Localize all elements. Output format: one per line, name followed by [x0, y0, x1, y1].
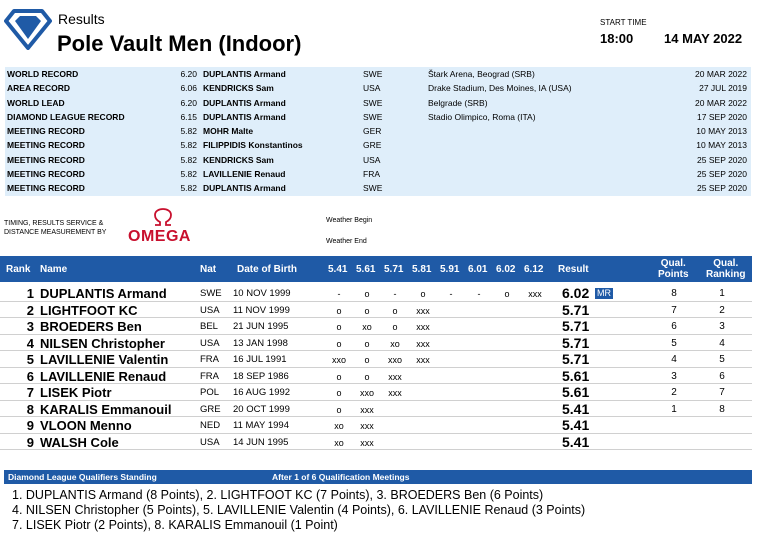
athlete-nat: GRE — [200, 403, 221, 415]
athlete-result: 5.71 — [562, 318, 590, 334]
record-type: AREA RECORD — [7, 83, 70, 94]
col-height: 6.12 — [524, 264, 544, 275]
qual-points: 1 — [671, 403, 677, 415]
record-holder: DUPLANTIS Armand — [203, 97, 286, 108]
attempt-cell: xxx — [416, 355, 430, 365]
start-time: 18:00 — [600, 31, 634, 46]
attempt-cell: o — [504, 289, 510, 299]
qual-ranking: 5 — [719, 354, 725, 365]
qual-ranking: 8 — [719, 403, 725, 415]
col-qual-ranking-line2: Ranking — [706, 269, 746, 280]
athlete-dob: 13 JAN 1998 — [233, 337, 288, 349]
attempt-cell: xxx — [416, 338, 430, 349]
attempt-cell: o — [420, 289, 426, 299]
athlete-result: 5.41 — [562, 417, 590, 433]
col-qual-points-line1: Qual. — [660, 258, 686, 269]
record-venue: Štark Arena, Beograd (SRB) — [428, 69, 535, 79]
record-nat: FRA — [363, 169, 380, 180]
record-date: 10 MAY 2013 — [696, 140, 747, 151]
attempt-cell: o — [336, 305, 342, 316]
qual-points: 4 — [671, 354, 677, 365]
qual-ranking: 7 — [719, 387, 725, 398]
results-header — [0, 256, 752, 282]
omega-logo-icon — [152, 208, 174, 226]
athlete-result: 5.41 — [562, 433, 590, 450]
athlete-nat: USA — [200, 337, 220, 349]
result-row — [0, 318, 752, 335]
record-nat: SWE — [363, 183, 383, 194]
athlete-dob: 16 AUG 1992 — [233, 387, 291, 398]
athlete-result: 5.71 — [562, 351, 590, 367]
athlete-result: 5.61 — [562, 367, 590, 384]
attempt-cell: xxx — [360, 421, 374, 431]
attempt-cell: xo — [334, 437, 344, 448]
record-type: MEETING RECORD — [7, 154, 85, 165]
start-time-label: START TIME — [600, 18, 647, 27]
attempt-cell: o — [392, 305, 398, 316]
qual-ranking: 4 — [719, 337, 725, 349]
record-nat: SWE — [363, 97, 383, 108]
record-row — [5, 110, 751, 124]
qual-points: 2 — [671, 387, 677, 398]
attempt-cell: o — [364, 371, 370, 382]
record-type: WORLD RECORD — [7, 69, 79, 79]
dl-standings — [12, 488, 585, 533]
attempt-cell: o — [392, 322, 398, 332]
result-row — [0, 335, 752, 352]
attempt-cell: xxx — [388, 371, 402, 382]
athlete-name: WALSH Cole — [40, 434, 119, 450]
attempt-cell: xxo — [359, 388, 374, 398]
record-mark: 6.20 — [180, 69, 197, 79]
col-height: 5.71 — [384, 264, 404, 275]
qual-points: 3 — [671, 370, 677, 382]
athlete-name: NILSEN Christopher — [40, 335, 165, 351]
athlete-nat: BEL — [200, 321, 218, 332]
record-type: MEETING RECORD — [7, 140, 85, 151]
athlete-rank: 8 — [26, 401, 34, 417]
athlete-nat: SWE — [200, 288, 222, 299]
athlete-result: 6.02 — [562, 285, 590, 301]
attempt-cell: - — [449, 289, 453, 299]
athlete-result: 5.71 — [562, 301, 590, 318]
athlete-rank: 7 — [26, 385, 34, 400]
col-qual-ranking-line1: Qual. — [713, 258, 739, 269]
attempt-cell: xo — [362, 322, 372, 332]
result-row — [0, 434, 752, 451]
athlete-dob: 18 SEP 1986 — [233, 370, 289, 382]
attempt-cell: o — [364, 289, 370, 299]
attempt-cell: o — [336, 338, 342, 349]
record-holder: KENDRICKS Sam — [203, 154, 274, 165]
athlete-nat: FRA — [200, 354, 219, 365]
attempt-cell: - — [393, 289, 397, 299]
attempt-cell: xxo — [387, 355, 402, 365]
qual-points: 6 — [671, 321, 677, 332]
athlete-dob: 16 JUL 1991 — [233, 354, 287, 365]
omega-wordmark: OMEGA — [128, 228, 191, 245]
record-nat: USA — [363, 154, 381, 165]
page-header — [0, 0, 768, 62]
athlete-name: DUPLANTIS Armand — [40, 286, 167, 301]
athlete-name: BROEDERS Ben — [40, 319, 142, 334]
col-height: 5.81 — [412, 264, 432, 275]
attempt-cell: o — [336, 322, 342, 332]
record-date: 17 SEP 2020 — [697, 111, 747, 122]
standings-line: 7. LISEK Piotr (2 Points), 8. KARALIS Emmanouil (1 Point) — [12, 518, 338, 532]
athlete-nat: FRA — [200, 370, 219, 382]
record-type: WORLD LEAD — [7, 97, 65, 108]
col-result: Result — [558, 264, 589, 275]
qual-points: 8 — [671, 288, 677, 299]
record-venue: Stadio Olimpico, Roma (ITA) — [428, 111, 536, 122]
record-date: 20 MAR 2022 — [695, 69, 747, 79]
attempt-cell: xxo — [331, 355, 346, 365]
col-height: 5.91 — [440, 264, 460, 275]
athlete-result: 5.71 — [562, 334, 590, 351]
dl-meetings-label: After 1 of 6 Qualification Meetings — [272, 472, 410, 482]
record-holder: DUPLANTIS Armand — [203, 111, 286, 122]
record-row — [5, 167, 751, 181]
attempt-cell: o — [336, 371, 342, 382]
result-row — [0, 285, 752, 302]
attempt-cell: xxx — [388, 388, 402, 398]
col-height: 6.01 — [468, 264, 488, 275]
athlete-nat: NED — [200, 420, 221, 431]
attempt-cell: o — [364, 305, 370, 316]
attempt-cell: xxx — [416, 305, 430, 316]
athlete-dob: 21 JUN 1995 — [233, 321, 289, 332]
weather-end-label: Weather End — [326, 238, 367, 245]
athlete-name: KARALIS Emmanouil — [40, 401, 172, 417]
col-nat: Nat — [200, 264, 217, 275]
athlete-name: LIGHTFOOT KC — [40, 302, 138, 318]
attempt-cell: xxx — [416, 322, 430, 332]
diamond-league-logo-icon — [4, 8, 52, 50]
athlete-nat: USA — [200, 304, 220, 316]
attempt-cell: xo — [390, 338, 400, 349]
athlete-rank: 4 — [26, 335, 34, 351]
athlete-dob: 14 JUN 1995 — [233, 436, 289, 448]
result-row — [0, 351, 752, 368]
record-row — [5, 153, 751, 167]
record-holder: LAVILLENIE Renaud — [203, 169, 286, 180]
athlete-dob: 11 MAY 1994 — [233, 420, 289, 431]
record-mark: 6.20 — [180, 97, 197, 108]
athlete-name: LAVILLENIE Valentin — [40, 352, 169, 367]
record-row — [5, 124, 751, 138]
athlete-result: 5.41 — [562, 400, 590, 417]
col-name: Name — [40, 264, 68, 275]
attempt-cell: xxx — [360, 437, 374, 448]
athlete-rank: 3 — [26, 319, 34, 334]
attempt-cell: o — [336, 388, 342, 398]
results-table — [0, 285, 752, 450]
result-row — [0, 417, 752, 434]
athlete-dob: 20 OCT 1999 — [233, 403, 290, 415]
qual-ranking: 3 — [719, 321, 725, 332]
athlete-rank: 1 — [26, 286, 34, 301]
record-holder: FILIPPIDIS Konstantinos — [203, 140, 303, 151]
result-row — [0, 302, 752, 319]
results-label: Results — [58, 11, 105, 27]
record-row — [5, 181, 751, 195]
athlete-rank: 5 — [26, 352, 34, 367]
records-table — [5, 67, 751, 196]
record-mark: 5.82 — [180, 154, 197, 165]
athlete-dob: 11 NOV 1999 — [233, 304, 290, 316]
col-dob: Date of Birth — [237, 264, 297, 275]
record-type: MEETING RECORD — [7, 183, 85, 194]
attempt-cell: xxx — [528, 289, 542, 299]
record-holder: DUPLANTIS Armand — [203, 183, 286, 194]
timing-text-line: DISTANCE MEASUREMENT BY — [4, 229, 107, 236]
col-height: 6.02 — [496, 264, 516, 275]
event-title: Pole Vault Men (Indoor) — [57, 31, 302, 56]
col-qual-ranking — [706, 258, 745, 280]
record-nat: SWE — [363, 69, 383, 79]
record-row — [5, 67, 751, 81]
event-date: 14 MAY 2022 — [664, 31, 743, 46]
record-mark: 6.15 — [180, 111, 197, 122]
attempt-cell: o — [364, 338, 370, 349]
record-date: 25 SEP 2020 — [697, 183, 747, 194]
attempt-cell: xo — [334, 421, 344, 431]
col-rank: Rank — [6, 264, 31, 275]
record-mark: 5.82 — [180, 140, 197, 151]
athlete-rank: 6 — [26, 368, 34, 384]
record-type: MEETING RECORD — [7, 126, 85, 137]
attempt-cell: o — [336, 404, 342, 415]
record-holder: KENDRICKS Sam — [203, 83, 274, 94]
record-badge: MR — [597, 288, 611, 298]
record-nat: GRE — [363, 140, 382, 151]
record-row — [5, 138, 751, 152]
qual-points: 5 — [671, 337, 677, 349]
qual-ranking: 2 — [719, 304, 725, 316]
result-row — [0, 368, 752, 385]
record-date: 25 SEP 2020 — [697, 169, 747, 180]
record-nat: USA — [363, 83, 381, 94]
col-qual-points-line2: Points — [658, 269, 689, 280]
attempt-cell: o — [364, 355, 370, 365]
result-row — [0, 401, 752, 418]
record-date: 10 MAY 2013 — [696, 126, 747, 137]
record-date: 20 MAR 2022 — [695, 97, 747, 108]
athlete-name: LISEK Piotr — [40, 385, 112, 400]
record-row — [5, 96, 751, 110]
qual-points: 7 — [671, 304, 677, 316]
weather-begin-label: Weather Begin — [326, 217, 373, 224]
record-nat: SWE — [363, 111, 383, 122]
attempt-cell: - — [477, 289, 481, 299]
record-mark: 5.82 — [180, 126, 197, 137]
record-type: MEETING RECORD — [7, 169, 85, 180]
athlete-nat: POL — [200, 387, 220, 398]
record-venue: Drake Stadium, Des Moines, IA (USA) — [428, 83, 572, 94]
diamond-league-bar — [4, 470, 752, 484]
athlete-name: VLOON Menno — [40, 418, 132, 433]
record-nat: GER — [363, 126, 382, 137]
result-row — [0, 384, 752, 401]
standings-line: 4. NILSEN Christopher (5 Points), 5. LAVILLENIE Valentin (4 Points), 6. LAVILLENIE Renaud (3 Points) — [12, 503, 586, 517]
athlete-rank: 9 — [26, 434, 34, 450]
athlete-result: 5.61 — [562, 384, 590, 400]
record-mark: 5.82 — [180, 169, 197, 180]
record-mark: 6.06 — [180, 83, 197, 94]
athlete-nat: USA — [200, 436, 220, 448]
timing-credit — [4, 219, 106, 237]
record-row — [5, 81, 751, 95]
record-holder: DUPLANTIS Armand — [203, 69, 286, 79]
col-qual-points — [658, 258, 689, 280]
record-date: 27 JUL 2019 — [699, 83, 747, 94]
record-date: 25 SEP 2020 — [697, 154, 747, 165]
athlete-dob: 10 NOV 1999 — [233, 288, 291, 299]
col-height: 5.61 — [356, 264, 376, 275]
record-type: DIAMOND LEAGUE RECORD — [7, 111, 125, 122]
athlete-rank: 2 — [26, 302, 34, 318]
qual-ranking: 6 — [719, 370, 725, 382]
athlete-rank: 9 — [26, 418, 34, 433]
timing-text-line: TIMING, RESULTS SERVICE & — [4, 220, 104, 227]
record-mark: 5.82 — [180, 183, 197, 194]
athlete-name: LAVILLENIE Renaud — [40, 368, 167, 384]
record-venue: Belgrade (SRB) — [428, 97, 488, 108]
attempt-cell: xxx — [360, 404, 374, 415]
standings-line: 1. DUPLANTIS Armand (8 Points), 2. LIGHTFOOT KC (7 Points), 3. BROEDERS Ben (6 Points) — [12, 488, 544, 502]
col-height: 5.41 — [328, 264, 348, 275]
dl-standing-label: Diamond League Qualifiers Standing — [8, 472, 157, 482]
record-holder: MOHR Malte — [203, 126, 254, 137]
attempt-cell: - — [337, 289, 341, 299]
qual-ranking: 1 — [719, 288, 725, 299]
